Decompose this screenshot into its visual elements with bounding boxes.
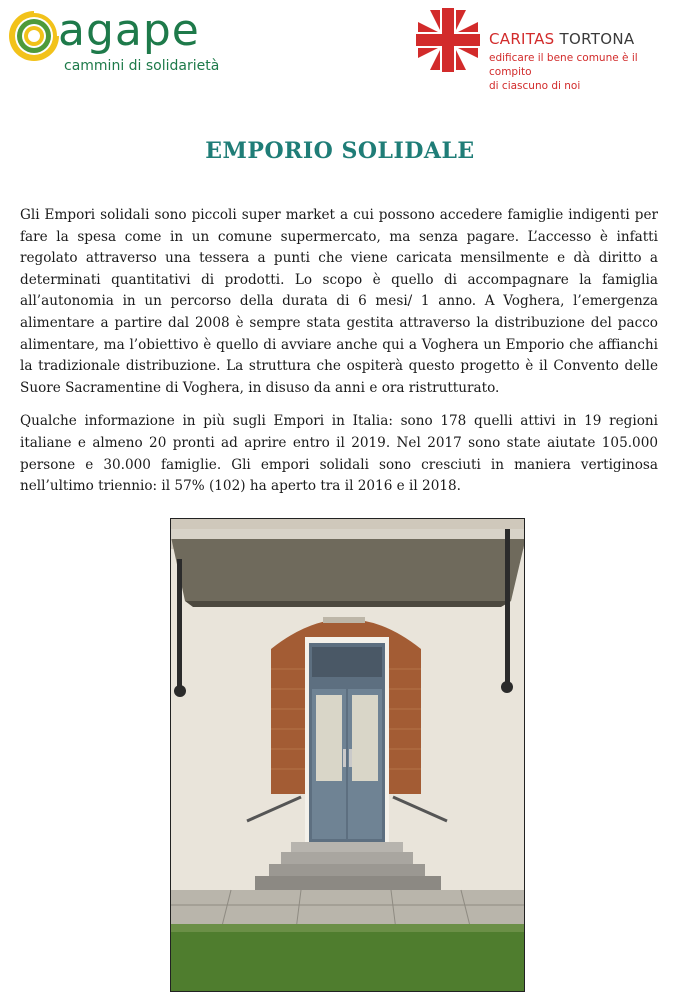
- page-title: EMPORIO SOLIDALE: [205, 138, 475, 164]
- agape-spiral-logo-icon: [6, 8, 62, 64]
- caritas-cross-icon: [414, 6, 482, 74]
- paragraph-intro: Gli Empori solidali sono piccoli super market a cui possono accedere famiglie indigenti per fare la spesa come in un comune supermercato, ma senza pagare. L’accesso è infatti regolato attraverso una tessera a punti che viene caricata mensilmente e dà diritto a determinati quantitativi di prodotti. Lo scopo è quello di accompagnare la famiglia all’autonomia in un percorso della durata di 6 mesi/ 1 anno. A Voghera, l’emergenza alimentare a partire dal 2008 è sempre stata gestita attraverso la distribuzione del pacco alimentare, ma l’obiettivo è quello di avviare anche qui a Voghera un Emporio che affianchi la tradizionale distribuzione. La struttura che ospiterà questo progetto è il Convento delle Suore Sacramentine di Voghera, in disuso da anni e ora ristrutturato.: [20, 207, 658, 396]
- body-text: [20, 205, 658, 510]
- building-entrance-illustration: [171, 519, 525, 992]
- building-entrance-photo: [170, 518, 525, 992]
- caritas-motto-line1: edificare il bene comune è il compito: [489, 52, 638, 78]
- caritas-motto: [489, 51, 679, 93]
- agape-tagline: cammini di solidarietà: [64, 58, 220, 74]
- caritas-motto-line2: di ciascuno di noi: [489, 80, 581, 92]
- agape-name: agape: [58, 5, 200, 56]
- caritas-city: TORTONA: [559, 30, 635, 48]
- paragraph-statistics: Qualche informazione in più sugli Empori in Italia: sono 178 quelli attivi in 19 regioni italiane e almeno 20 pronti ad aprire entro il 2019. Nel 2017 sono state aiutate 105.000 persone e 30.000 famiglie. Gli empori solidali sono cresciuti in maniera vertiginosa nell’ultimo triennio: il 57% (102) ha aperto tra il 2016 e il 2018.: [20, 413, 658, 495]
- caritas-name-word: CARITAS: [489, 30, 555, 48]
- caritas-name: [489, 30, 634, 48]
- page-header: [0, 0, 680, 90]
